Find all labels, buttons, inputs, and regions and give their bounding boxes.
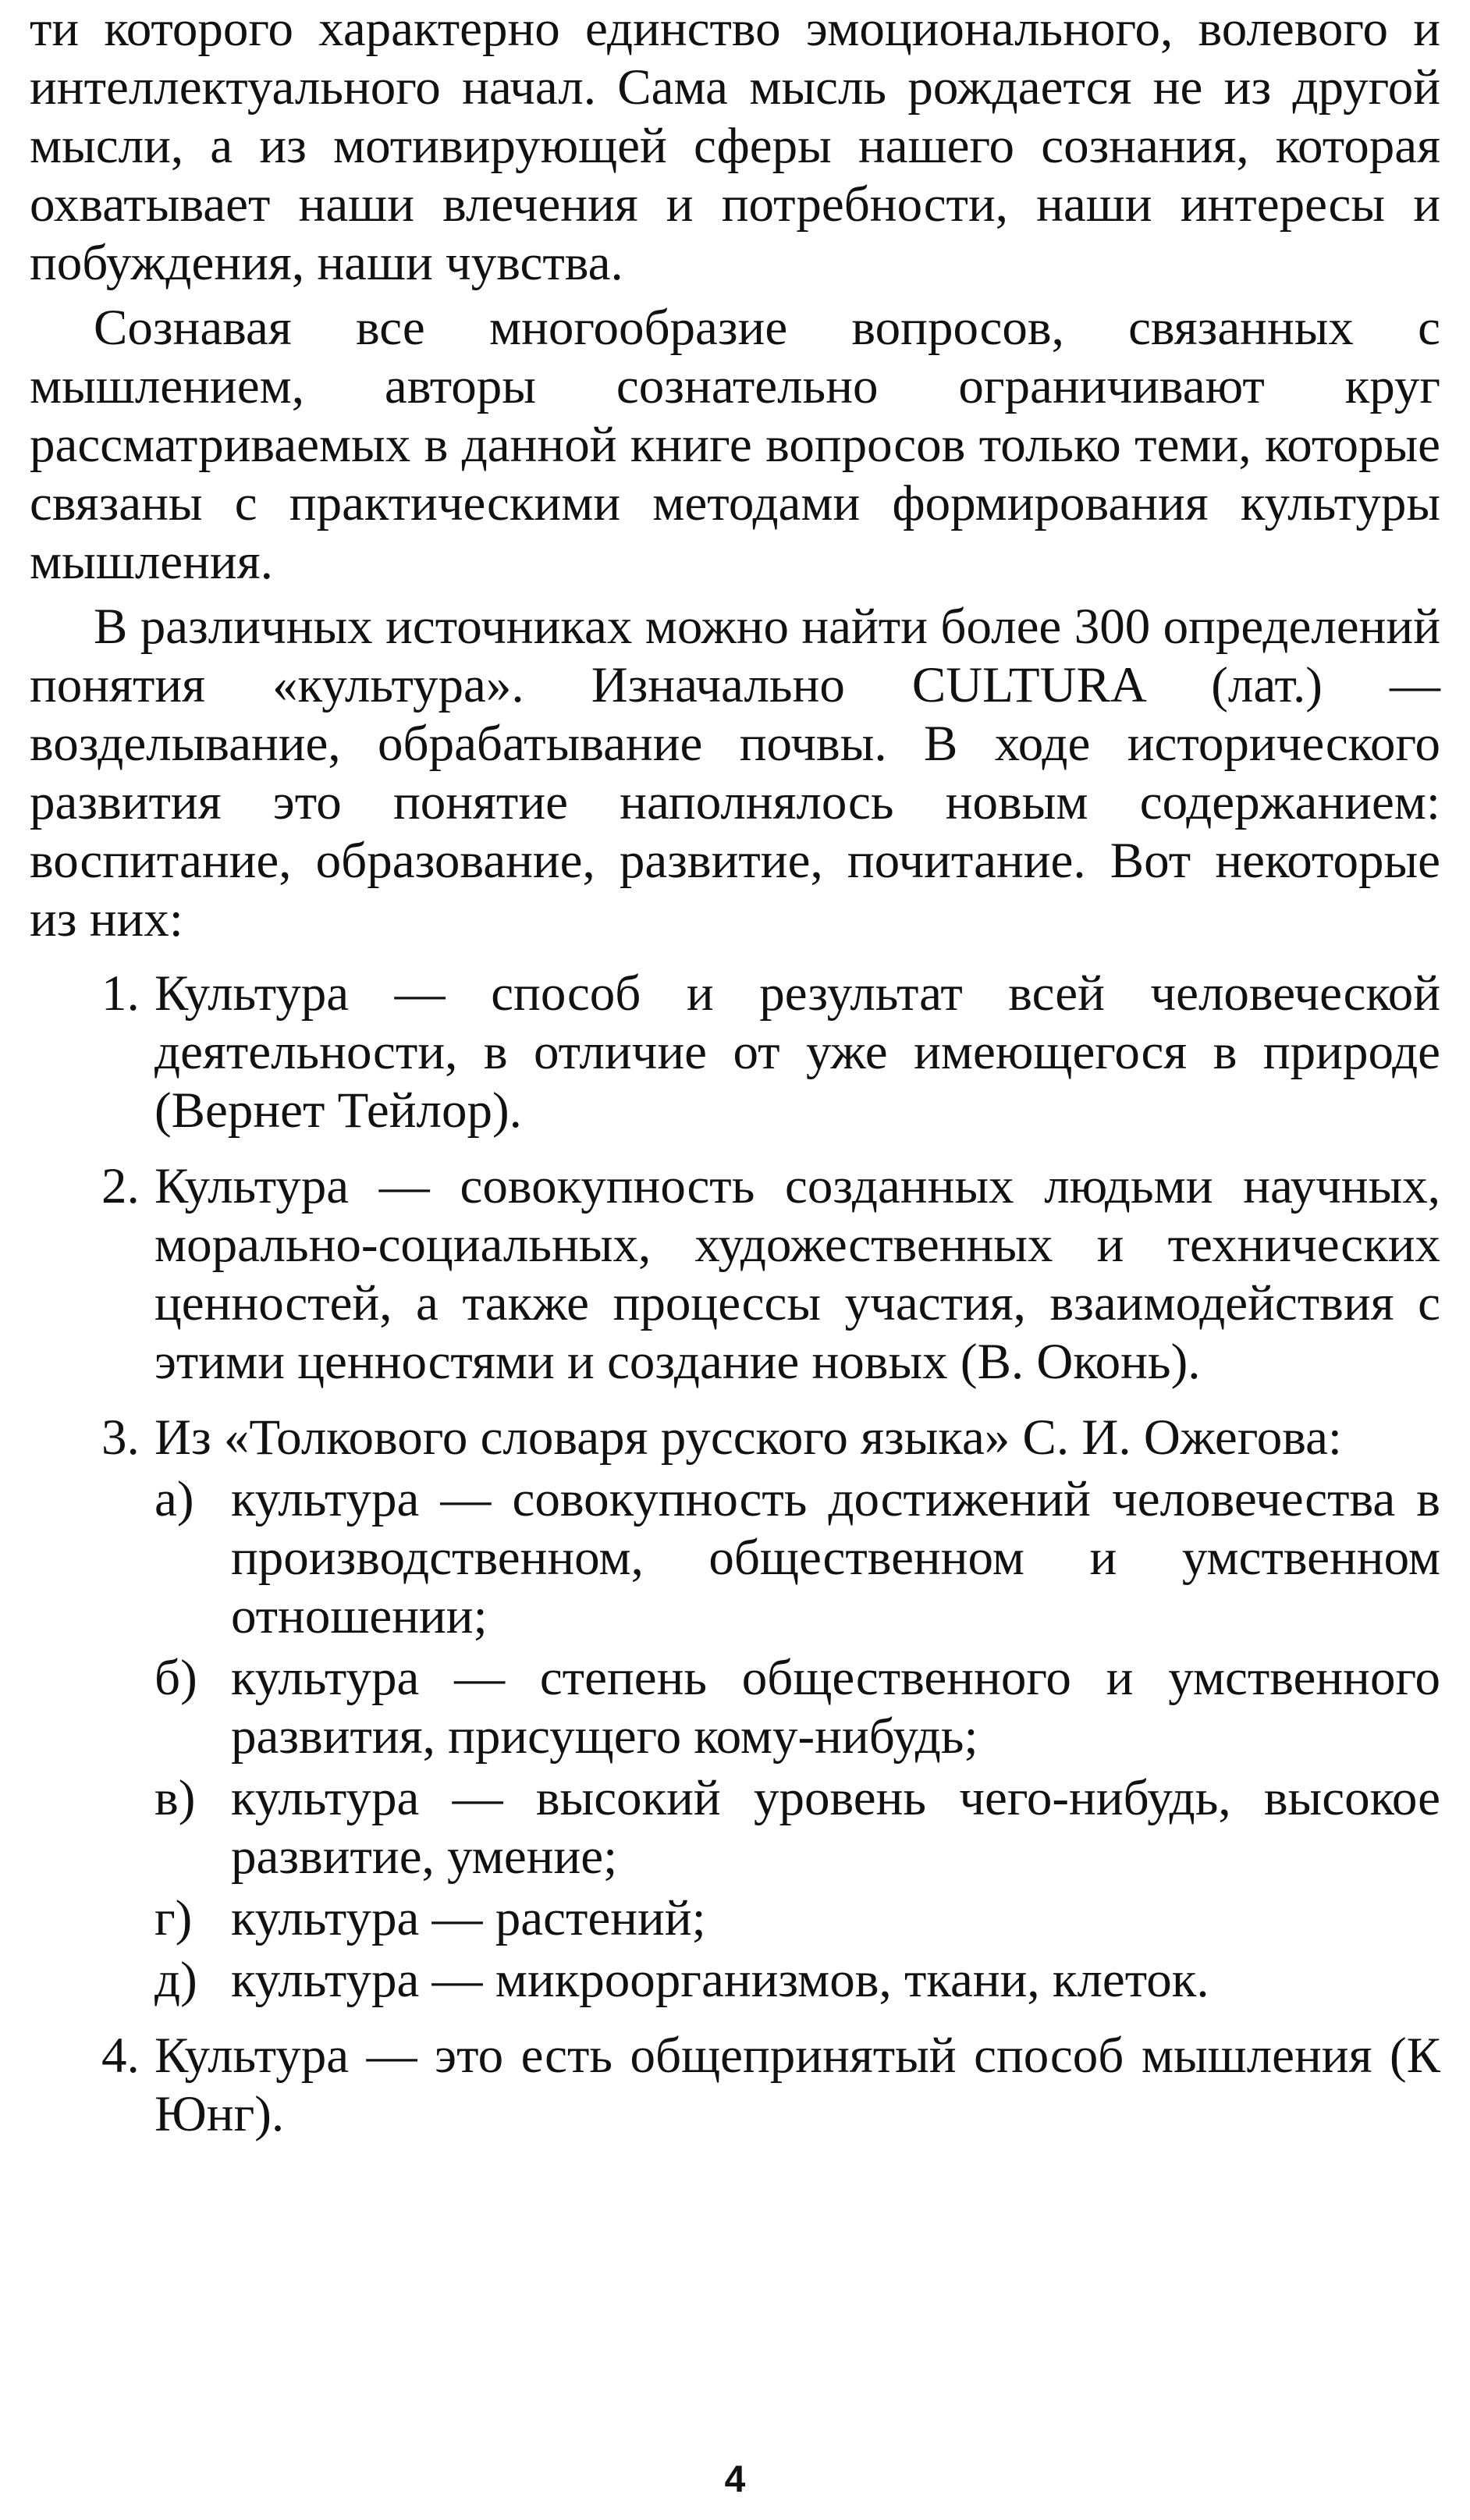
- list-item: [30, 1157, 1440, 1392]
- sublist-item: [30, 1769, 1440, 1886]
- definitions-list: [30, 965, 1440, 2144]
- list-item: [30, 1409, 1440, 2010]
- list-number: 3.: [101, 1409, 140, 1466]
- sublist-text: культура — растений;: [231, 1890, 706, 1946]
- book-page: [30, 0, 1440, 2520]
- sublist-marker: г): [154, 1890, 193, 1946]
- sublist-marker: д): [154, 1952, 197, 2008]
- sublist-marker: в): [154, 1770, 196, 1826]
- sublist-item: [30, 1649, 1440, 1766]
- sublist-text: культура — совокупность достижений человечества в производственном, общественном и умственном отношении;: [231, 1471, 1440, 1644]
- sublist-marker: б): [154, 1650, 197, 1706]
- paragraph-scope: Сознавая все многообразие вопросов, связанных с мышлением, авторы сознательно ограничивают круг рассматриваемых в данной книге вопросов только теми, которые связаны с практическими методами формирования культуры мышления.: [30, 300, 1440, 590]
- page-number: 4: [724, 2459, 746, 2500]
- sublist-marker: а): [154, 1471, 194, 1527]
- definition-text: Культура — способ и результат всей человеческой деятельности, в отличие от уже имеющегося в природе (Вернет Тейлор).: [154, 965, 1440, 1139]
- paragraph-continuation: ти которого характерно единство эмоционального, волевого и интеллектуального начал. Сама мысль рождается не из другой мысли, а из мотивирующей сферы нашего сознания, которая охватывает наши влечения и потребности, наши интересы и побуждения, наши чувства.: [30, 1, 1440, 291]
- list-item: [30, 2027, 1440, 2144]
- sublist-item: [30, 1889, 1440, 1948]
- list-number: 4.: [101, 2028, 140, 2084]
- definition-text: Культура — это есть общепринятый способ мышления (К Юнг).: [154, 2028, 1440, 2142]
- sublist-text: культура — степень общественного и умственного развития, присущего кому-нибудь;: [231, 1650, 1440, 1765]
- list-number: 2.: [101, 1158, 140, 1214]
- paragraph-culture-intro: В различных источниках можно найти более 300 определений понятия «культура». Изначально CULTURA (лат.) — возделывание, обрабатывание почвы. В ходе исторического развития это понятие наполнялось новым содержанием: воспитание, образование, развитие, почитание. Вот некоторые из них:: [30, 599, 1440, 947]
- definition-text: Из «Толкового словаря русского языка» С. И. Ожегова:: [154, 1409, 1342, 1466]
- list-item: [30, 965, 1440, 1140]
- list-number: 1.: [101, 965, 140, 1022]
- ozhegov-sublist: [154, 1470, 1440, 2010]
- sublist-text: культура — высокий уровень чего-нибудь, высокое развитие, умение;: [231, 1770, 1440, 1885]
- sublist-item: [30, 1470, 1440, 1646]
- body-text: [30, 0, 1440, 2144]
- sublist-text: культура — микроорганизмов, ткани, клеток.: [231, 1952, 1209, 2008]
- sublist-item: [30, 1951, 1440, 2010]
- definition-text: Культура — совокупность созданных людьми научных, морально-социальных, художественных и технических ценностей, а также процессы участия, взаимодействия с этими ценностями и создание новых (В. Оконь).: [154, 1158, 1440, 1390]
